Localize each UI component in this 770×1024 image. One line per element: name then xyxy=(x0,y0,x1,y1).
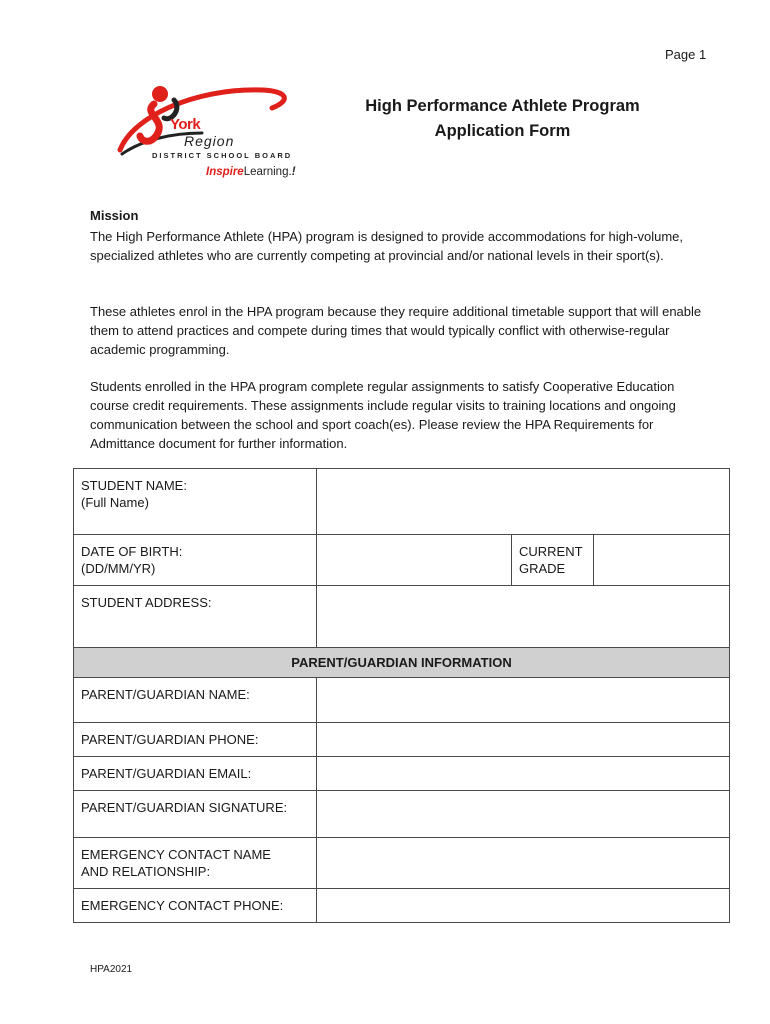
tagline-rest: Learning. xyxy=(243,166,292,178)
student-name-sub: (Full Name) xyxy=(81,495,149,510)
logo-board-text: DISTRICT SCHOOL BOARD xyxy=(152,151,293,160)
grade-field[interactable] xyxy=(594,535,730,586)
ec-name-line-2: AND RELATIONSHIP: xyxy=(81,864,211,879)
ec-name-label xyxy=(74,838,317,889)
pg-signature-label: PARENT/GUARDIAN SIGNATURE: xyxy=(74,791,317,838)
mission-paragraph-3: Students enrolled in the HPA program complete regular assignments to satisfy Cooperative Education course credit requirements. These assignments include regular visits to training locations and ongoing communication between the school and sport coach(es). Please review the HPA Requirements for Admittance document for further information. xyxy=(90,379,676,451)
ec-phone-label: EMERGENCY CONTACT PHONE: xyxy=(74,889,317,923)
tagline-bold: Inspire xyxy=(206,166,244,178)
address-label: STUDENT ADDRESS: xyxy=(74,586,317,648)
pg-signature-field[interactable] xyxy=(317,791,730,838)
parent-guardian-section-header: PARENT/GUARDIAN INFORMATION xyxy=(74,648,730,678)
student-name-label xyxy=(74,469,317,535)
dob-label xyxy=(74,535,317,586)
student-name-field[interactable] xyxy=(317,469,730,535)
row-section-header xyxy=(74,648,730,678)
ec-name-line-1: EMERGENCY CONTACT NAME xyxy=(81,847,271,862)
logo-tagline xyxy=(206,166,296,178)
grade-label-line-1: CURRENT xyxy=(519,544,583,559)
dob-field[interactable] xyxy=(317,535,512,586)
dob-text: DATE OF BIRTH: xyxy=(81,544,183,559)
pg-phone-field[interactable] xyxy=(317,723,730,757)
pg-phone-label: PARENT/GUARDIAN PHONE: xyxy=(74,723,317,757)
page-number: Page 1 xyxy=(665,47,707,62)
title-line-2: Application Form xyxy=(434,122,571,140)
pg-name-field[interactable] xyxy=(317,678,730,723)
form-title xyxy=(340,94,665,144)
row-pg-signature xyxy=(74,791,730,838)
mission-paragraph-2: These athletes enrol in the HPA program because they require additional timetable support that will enable them to attend practices and compete during times that would typically conflict with otherwise-regular academic programming. xyxy=(90,304,702,357)
pg-email-label: PARENT/GUARDIAN EMAIL: xyxy=(74,757,317,791)
york-region-logo xyxy=(112,78,312,188)
student-name-text: STUDENT NAME: xyxy=(81,478,187,493)
row-pg-phone xyxy=(74,723,730,757)
row-ec-name xyxy=(74,838,730,889)
row-pg-email xyxy=(74,757,730,791)
row-pg-name xyxy=(74,678,730,723)
row-address xyxy=(74,586,730,648)
mission-heading: Mission xyxy=(90,208,139,223)
pg-name-label: PARENT/GUARDIAN NAME: xyxy=(74,678,317,723)
form-code: HPA2021 xyxy=(90,964,133,975)
row-student-name xyxy=(74,469,730,535)
ec-name-field[interactable] xyxy=(317,838,730,889)
pg-email-field[interactable] xyxy=(317,757,730,791)
row-dob xyxy=(74,535,730,586)
ec-phone-field[interactable] xyxy=(317,889,730,923)
tagline-mark: ! xyxy=(291,166,296,178)
address-field[interactable] xyxy=(317,586,730,648)
mission-paragraph-1: The High Performance Athlete (HPA) program is designed to provide accommodations for high-volume, specialized athletes who are currently competing at provincial and/or national levels in their sport(s). xyxy=(90,229,683,263)
grade-label xyxy=(512,535,594,586)
logo-york-text: York xyxy=(170,116,201,133)
title-line-1: High Performance Athlete Program xyxy=(365,97,640,115)
logo-region-text: Region xyxy=(184,133,235,149)
dob-sub: (DD/MM/YR) xyxy=(81,561,156,576)
application-form-table xyxy=(73,468,730,923)
row-ec-phone xyxy=(74,889,730,923)
grade-label-line-2: GRADE xyxy=(519,561,566,576)
